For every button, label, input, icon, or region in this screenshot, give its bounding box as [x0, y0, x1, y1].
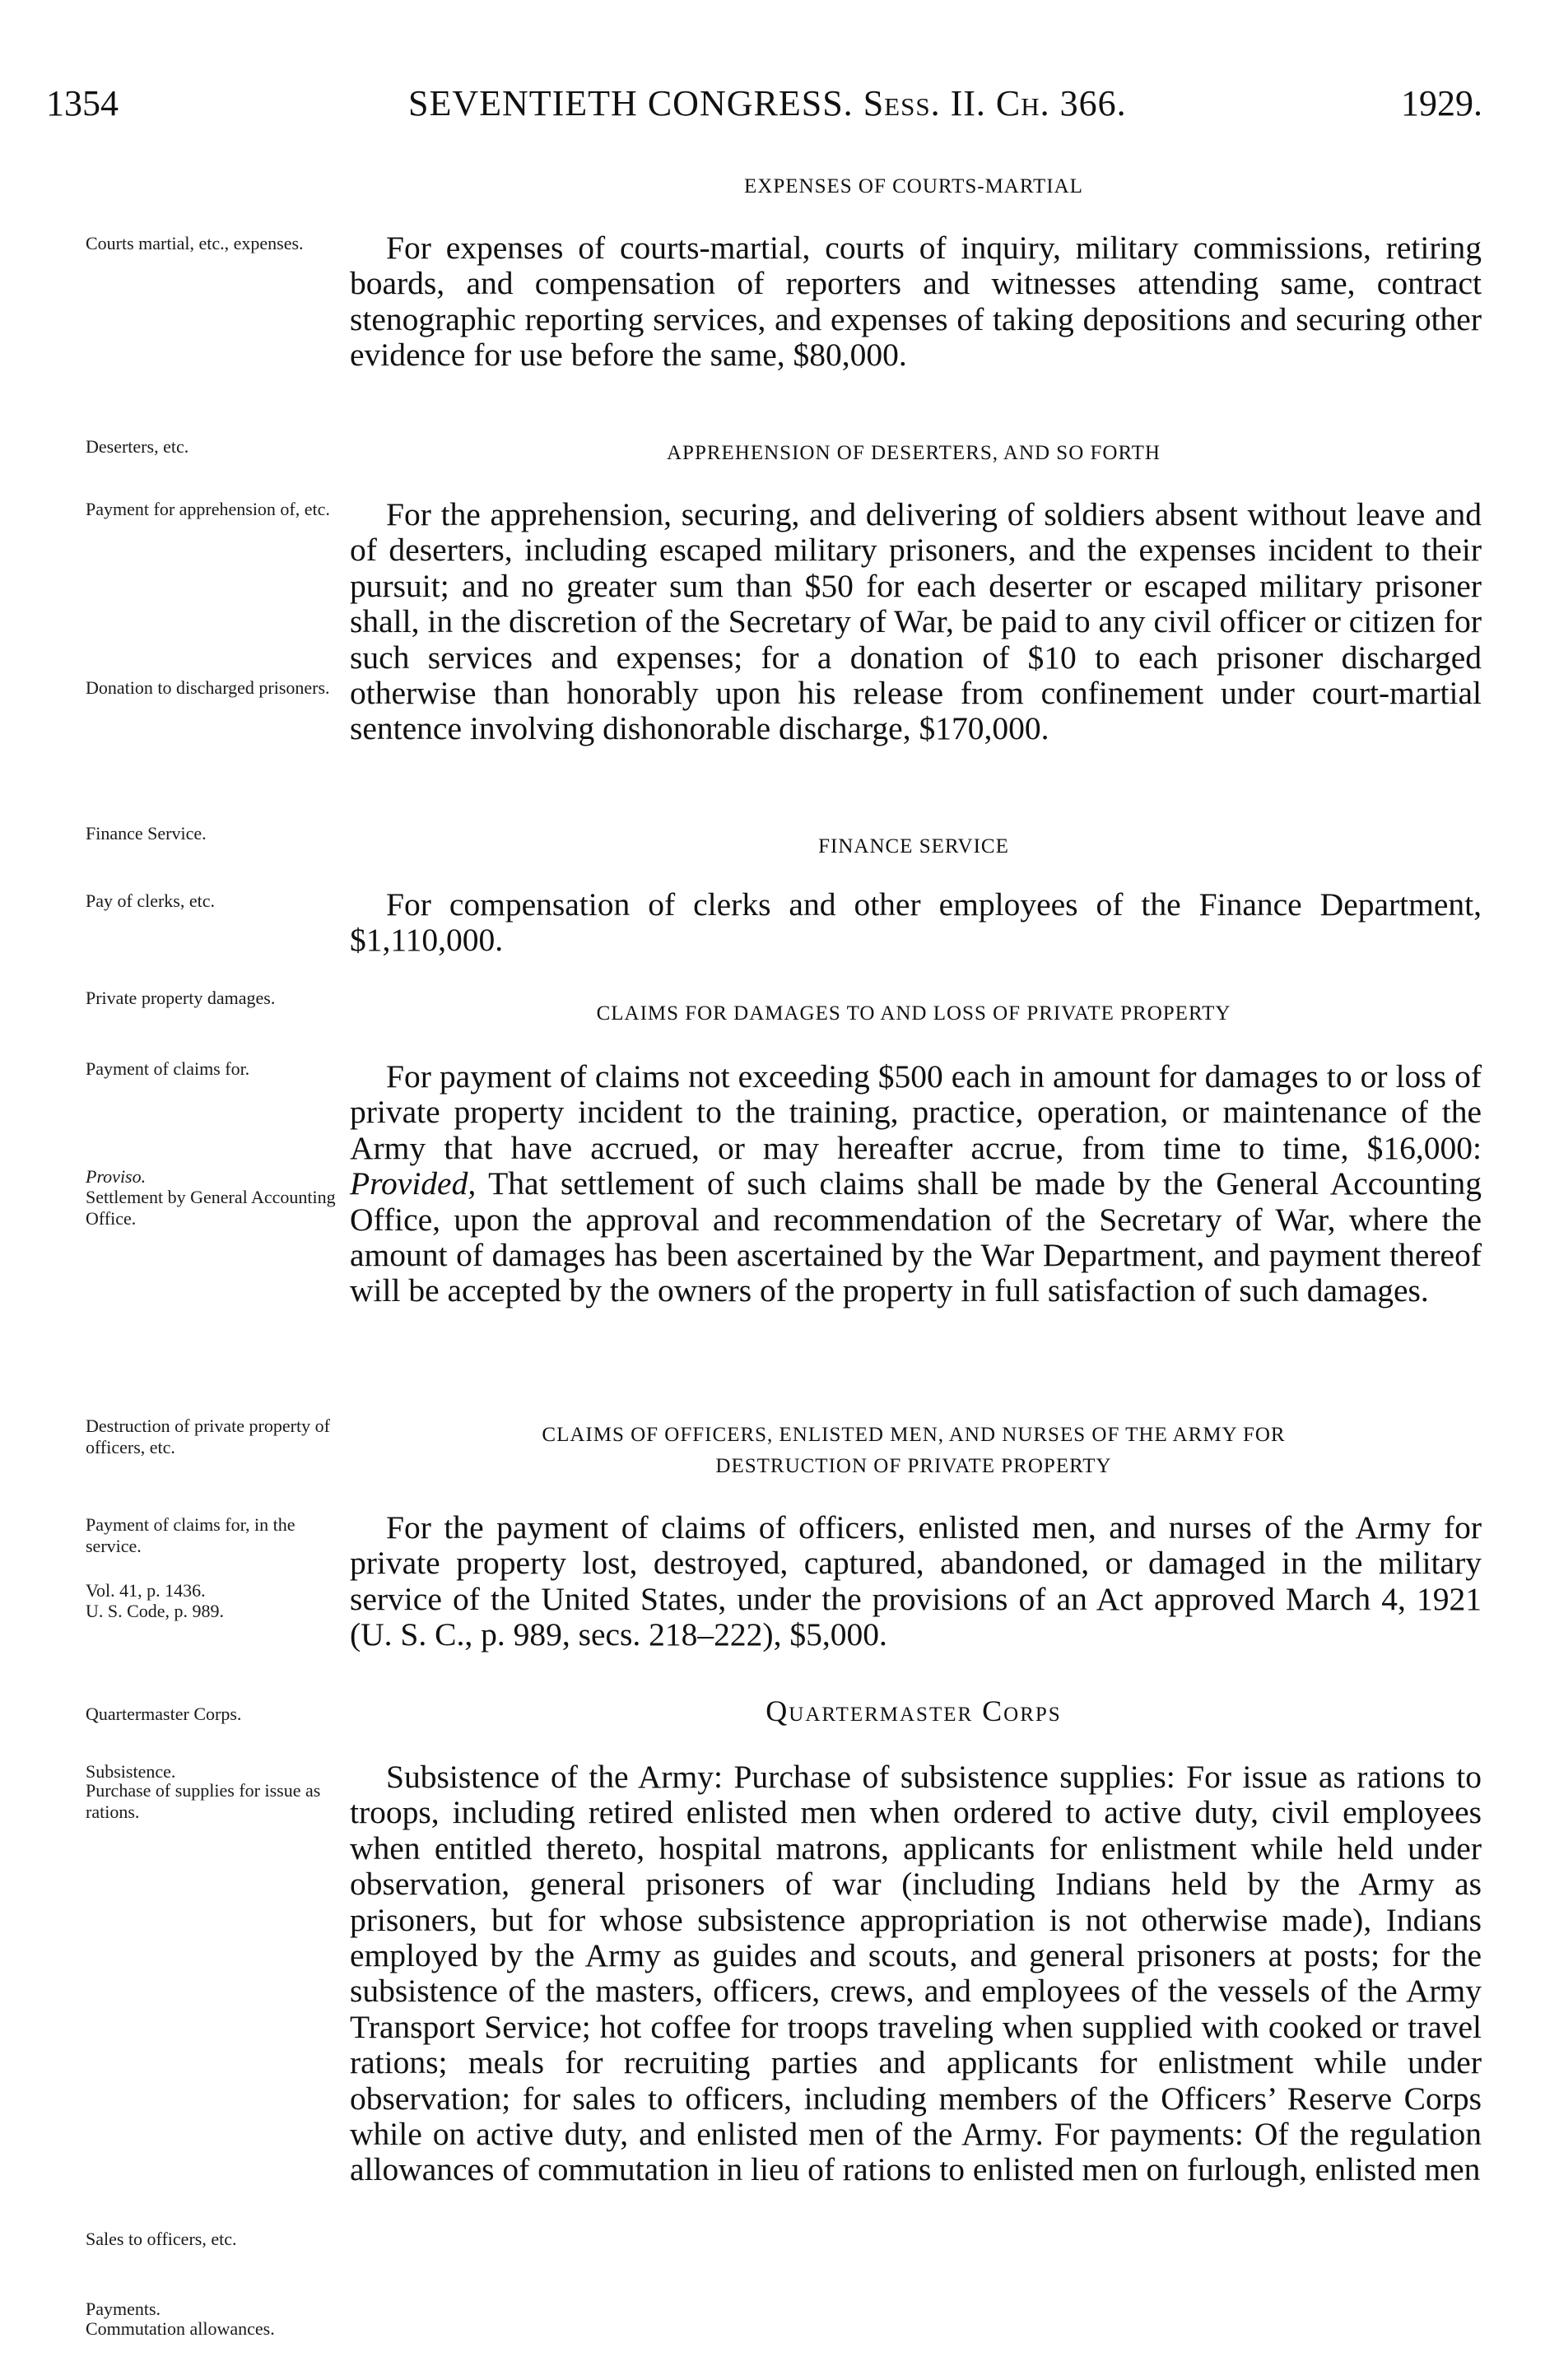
margin-note-pay-clerks: Pay of clerks, etc. — [86, 890, 215, 911]
heading-finance: FINANCE SERVICE — [818, 835, 1009, 858]
margin-note-payments: Payments. — [86, 2299, 161, 2319]
margin-note-payment-apprehension: Payment for apprehension of, etc. — [86, 499, 330, 519]
heading-quartermaster: Quartermaster Corps — [766, 1694, 1062, 1727]
running-head-prefix: SEVENTIETH CONGRESS. — [408, 83, 854, 123]
para-private-property — [350, 1059, 1482, 1309]
margin-note-courts-martial: Courts martial, etc., expenses. — [86, 233, 304, 253]
para-quartermaster: Subsistence of the Army: Purchase of subsistence supplies: For issue as rations to troops, including retired enlisted men when ordered to active duty, civil employees when entitled thereto, hospital matrons, applicants for enlistment while held under observation, general prisoners of war (including Indians held by the Army as prisoners, but for whose subsistence appropriation is not otherwise made), Indians employed by the Army as guides and scouts, and general prisoners at posts; for the subsistence of the masters, officers, crews, and employees of the vessels of the Army Transport Service; hot coffee for troops traveling when supplied with cooked or travel rations; meals for recruiting parties and applicants for enlistment while under observation; for sales to officers, including members of the Officers’ Reserve Corps while on active duty, and enlisted men of the Army. For payments: Of the regulation allowances of commutation in lieu of rations to enlisted men on furlough, enlisted men — [350, 1759, 1482, 2188]
heading-destruction-line1: CLAIMS OF OFFICERS, ENLISTED MEN, AND NURSES OF THE ARMY FOR — [542, 1424, 1286, 1446]
running-head — [408, 82, 1127, 124]
heading-destruction-line2: DESTRUCTION OF PRIVATE PROPERTY — [715, 1455, 1112, 1477]
margin-note-payment-service: Payment of claims for, in the service. — [86, 1514, 296, 1556]
margin-note-proviso: Proviso. — [86, 1166, 147, 1187]
margin-note-commutation: Commutation allowances. — [86, 2318, 275, 2339]
margin-note-subsistence: Subsistence. — [86, 1761, 176, 1782]
provided-word: Provided, — [350, 1165, 477, 1202]
heading-deserters: APPREHENSION OF DESERTERS, AND SO FORTH — [667, 442, 1161, 464]
heading-destruction — [346, 1420, 1482, 1482]
para-finance: For compensation of clerks and other employees of the Finance Department, $1,110,000. — [350, 886, 1482, 959]
margin-note-vol: Vol. 41, p. 1436. — [86, 1580, 206, 1601]
margin-note-quartermaster: Quartermaster Corps. — [86, 1704, 242, 1724]
para-courts-martial: For expenses of courts-martial, courts of inquiry, military commissions, retiring boards, and compensation of reporters and witnesses attending same, contract stenographic reporting services, and expenses of taking depositions and securing other evidence for use before the same, $80,000. — [350, 230, 1482, 374]
margin-note-code: U. S. Code, p. 989. — [86, 1601, 225, 1621]
margin-note-deserters: Deserters, etc. — [86, 436, 189, 457]
page-number: 1354 — [46, 83, 119, 123]
margin-note-settlement: Settlement by General Accounting Office. — [86, 1187, 336, 1229]
margin-note-private-property: Private property damages. — [86, 988, 276, 1008]
margin-note-payment-claims: Payment of claims for. — [86, 1058, 250, 1079]
private-property-text-after: That settlement of such claims shall be made by the General Accounting Office, upon the approval and recommendation of the Secretary of War, where the amount of damages has been ascertained by the War Department, and payment thereof will be accepted by the owners of the property in full satisfaction of such damages. — [350, 1165, 1482, 1309]
private-property-text-before: For payment of claims not exceeding $500 each in amount for damages to or loss of private property incident to the training, practice, operation, or maintenance of the Army that have accrued, or may hereafter accrue, from time to time, $16,000: — [350, 1058, 1482, 1166]
margin-note-purchase: Purchase of supplies for issue as rations. — [86, 1780, 321, 1822]
year: 1929. — [1401, 83, 1482, 123]
chapter: Ch. 366. — [995, 83, 1127, 123]
margin-note-donation: Donation to discharged prisoners. — [86, 677, 330, 698]
page-header — [46, 82, 1499, 132]
heading-private-property: CLAIMS FOR DAMAGES TO AND LOSS OF PRIVATE PROPERTY — [596, 1002, 1231, 1025]
margin-note-finance: Finance Service. — [86, 823, 207, 844]
margin-note-destruction: Destruction of private property of officers, etc. — [86, 1415, 330, 1457]
para-destruction: For the payment of claims of officers, enlisted men, and nurses of the Army for private property lost, destroyed, captured, abandoned, or damaged in the military service of the United States, under the provisions of an Act approved March 4, 1921 (U. S. C., p. 989, secs. 218–222), $5,000. — [350, 1509, 1482, 1653]
para-deserters: For the apprehension, securing, and delivering of soldiers absent without leave and of deserters, including escaped military prisoners, and the expenses incident to their pursuit; and no greater sum than $50 for each deserter or escaped military prisoner shall, in the discretion of the Secretary of War, be paid to any civil officer or citizen for such services and expenses; for a donation of $10 to each prisoner discharged otherwise than honorably upon his release from confinement under court-martial sentence involving dishonorable discharge, $170,000. — [350, 496, 1482, 747]
margin-note-sales: Sales to officers, etc. — [86, 2229, 237, 2249]
heading-courts-martial: EXPENSES OF COURTS-MARTIAL — [744, 175, 1083, 198]
session: Sess. II. — [863, 83, 986, 123]
